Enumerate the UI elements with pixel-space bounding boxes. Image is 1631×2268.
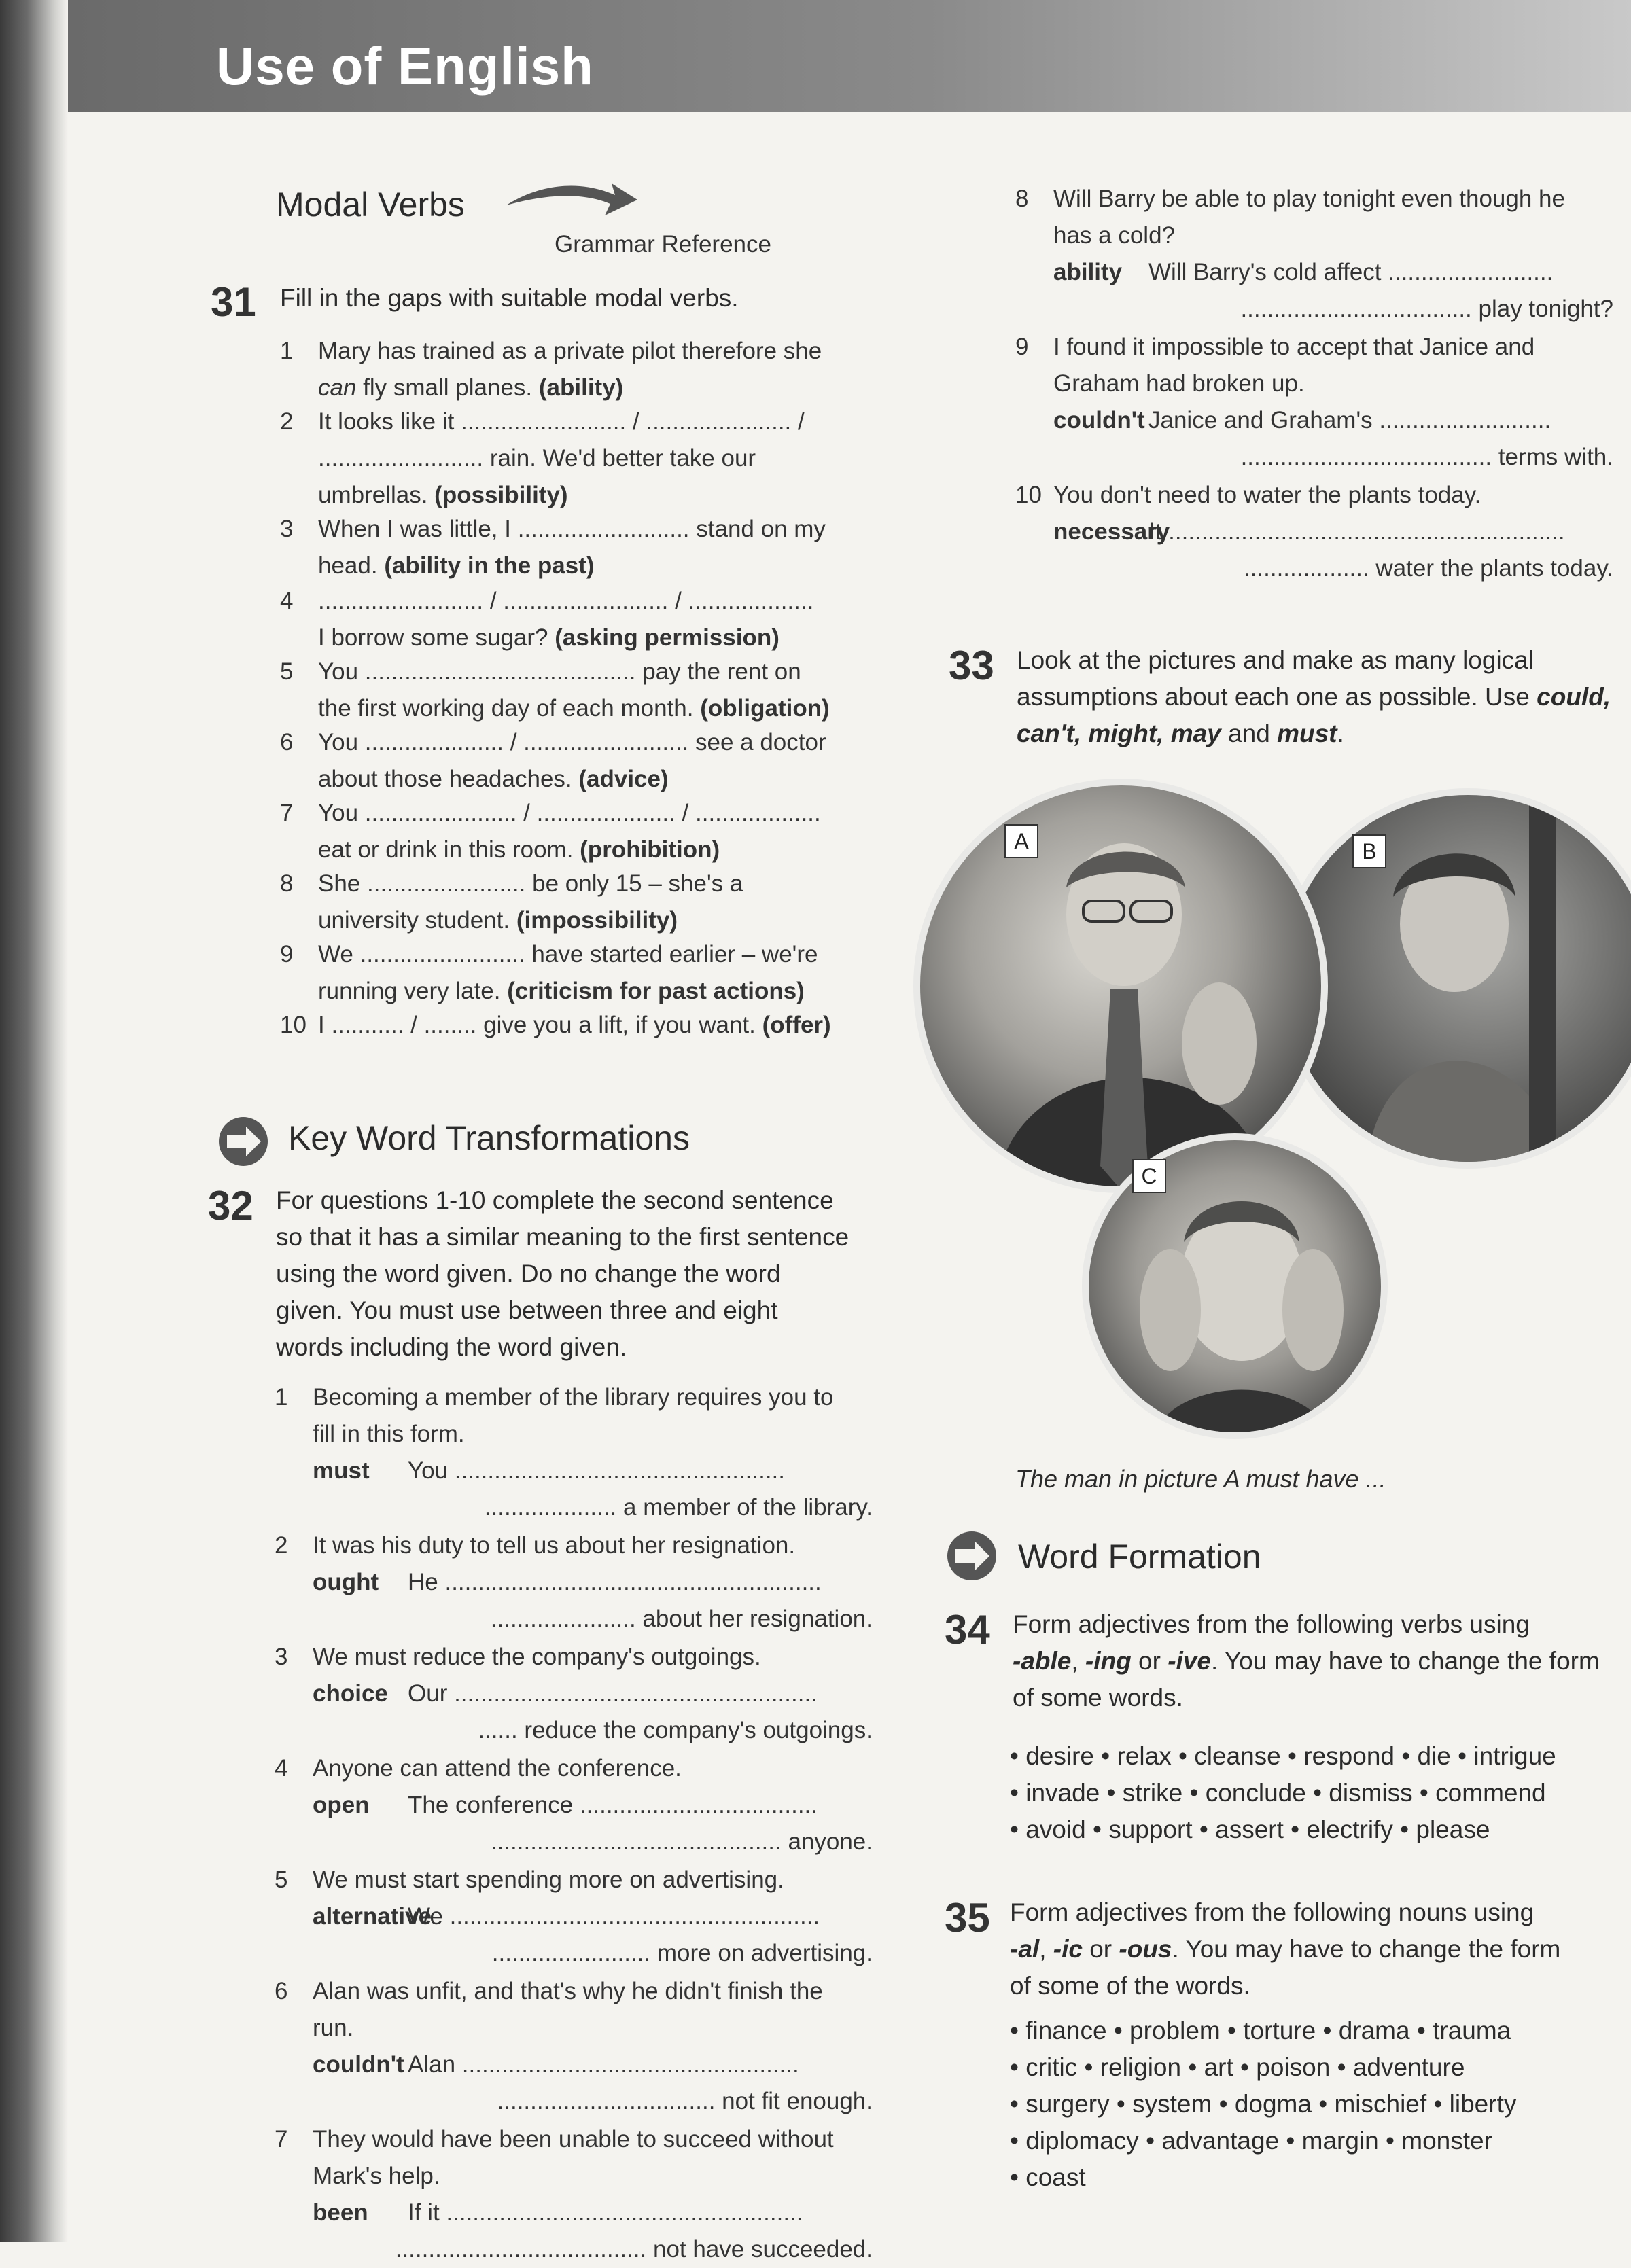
instruction-line: of some of the words. — [1010, 1972, 1250, 2000]
item-line: You ......................................... pay the rent on — [318, 658, 801, 685]
item-hint: (impossibility) — [516, 907, 678, 934]
item-number: 7 — [275, 2126, 288, 2152]
item-line: Mary has trained as a private pilot therefore she — [318, 338, 822, 364]
item-text — [318, 724, 879, 798]
word-formation-arrow-icon — [945, 1529, 999, 1583]
answer-line: ................................... play tonight? — [1240, 296, 1613, 322]
answer-line: You .................................................. — [408, 1457, 785, 1484]
picture-b — [1278, 788, 1631, 1169]
answer-line: ...... reduce the company's outgoings. — [478, 1717, 873, 1743]
item-text — [318, 404, 879, 514]
source-sentence-line: Anyone can attend the conference. — [313, 1755, 682, 1782]
source-sentence-line: You don't need to water the plants today. — [1053, 482, 1481, 508]
source-sentence-line: Alan was unfit, and that's why he didn't finish the — [313, 1978, 823, 2004]
instruction-line: -al, -ic or -ous. You may have to change the form — [1010, 1935, 1561, 1963]
item-hint: (obligation) — [700, 695, 830, 722]
source-sentence-line: We must reduce the company's outgoings. — [313, 1644, 761, 1670]
item-number: 2 — [280, 408, 294, 435]
item-text — [318, 583, 879, 656]
source-sentence-line: Will Barry be able to play tonight even though he — [1053, 185, 1565, 212]
key-word-arrow-icon — [216, 1114, 270, 1169]
item-number: 3 — [275, 1644, 288, 1670]
word-formation-title: Word Formation — [1018, 1538, 1261, 1576]
answer-line: Alan ................................................... — [408, 2051, 799, 2078]
instruction-line: of some words. — [1013, 1684, 1183, 1712]
source-sentence-line: run. — [313, 2015, 354, 2041]
item-text — [318, 1007, 879, 1044]
item-line: You ..................... / ......................... see a doctor — [318, 729, 826, 756]
item-number: 6 — [275, 1978, 288, 2004]
item-line: can fly small planes. (ability) — [318, 374, 624, 401]
item-number: 10 — [1015, 482, 1042, 508]
item-line: We ......................... have started earlier – we're — [318, 941, 818, 968]
exercise-34-word-list — [1010, 1738, 1556, 1848]
grammar-reference-label: Grammar Reference — [555, 231, 771, 258]
answer-line: He ......................................................... — [408, 1569, 822, 1595]
answer-line: Our ....................................................... — [408, 1680, 818, 1707]
instruction-line: so that it has a similar meaning to the first sentence — [276, 1223, 849, 1251]
exercise-34-instruction — [1013, 1606, 1624, 1716]
source-sentence-line: Becoming a member of the library requires you to — [313, 1384, 834, 1411]
instruction-line: Form adjectives from the following verbs using — [1013, 1610, 1530, 1638]
item-line: eat or drink in this room. (prohibition) — [318, 836, 720, 863]
item-hint: (offer) — [762, 1012, 831, 1038]
picture-a-label: A — [1004, 824, 1038, 858]
item-number: 4 — [275, 1755, 288, 1782]
instruction-line: can't, might, may and must. — [1017, 720, 1344, 747]
answer-line: ................... water the plants today. — [1243, 555, 1613, 582]
item-hint: (prohibition) — [580, 836, 720, 863]
source-sentence-line: has a cold? — [1053, 222, 1176, 249]
answer-line: .................... a member of the library. — [484, 1494, 873, 1521]
item-line: about those headaches. (advice) — [318, 766, 669, 792]
word-list-line: • diplomacy • advantage • margin • monster — [1010, 2127, 1492, 2155]
exercise-33-instruction — [1017, 642, 1615, 752]
answer-line: Janice and Graham's .......................... — [1148, 407, 1551, 433]
item-line: She ........................ be only 15 – she's a — [318, 870, 743, 897]
answer-line: ............................................ anyone. — [490, 1828, 873, 1855]
item-hint: (ability) — [538, 374, 624, 401]
item-number: 1 — [280, 338, 294, 364]
key-word: must — [313, 1457, 370, 1484]
item-text — [318, 866, 879, 939]
item-line: I borrow some sugar? (asking permission) — [318, 624, 779, 651]
instruction-line: given. You must use between three and eight — [276, 1296, 778, 1324]
answer-line: It ............................................................ — [1148, 518, 1565, 545]
grammar-reference-arrow-icon — [503, 178, 639, 226]
page-title: Use of English — [216, 36, 594, 96]
answer-line: If it ...................................................... — [408, 2199, 803, 2226]
item-number: 6 — [280, 729, 294, 756]
word-list-line: • invade • strike • conclude • dismiss • commend — [1010, 1779, 1546, 1807]
item-text — [318, 511, 879, 584]
key-word: couldn't — [313, 2051, 404, 2078]
key-word: been — [313, 2199, 368, 2226]
item-line: head. (ability in the past) — [318, 552, 595, 579]
word-list-line: • coast — [1010, 2163, 1086, 2191]
instruction-line: For questions 1-10 complete the second sentence — [276, 1186, 834, 1214]
item-line: When I was little, I .......................... stand on my — [318, 516, 826, 542]
item-hint: (ability in the past) — [384, 552, 595, 579]
instruction-line: Form adjectives from the following nouns using — [1010, 1898, 1534, 1926]
item-line: It looks like it ......................... / ...................... / — [318, 408, 805, 435]
answer-line: The conference .................................... — [408, 1792, 818, 1818]
picture-b-woman-illustration — [1284, 795, 1631, 1169]
answer-line: We ........................................................ — [408, 1903, 820, 1930]
source-sentence-line: fill in this form. — [313, 1421, 465, 1447]
picture-a — [913, 779, 1328, 1193]
item-number: 8 — [280, 870, 294, 897]
page-binding-shadow — [0, 0, 68, 2242]
picture-c — [1082, 1133, 1388, 1439]
item-number: 8 — [1015, 185, 1029, 212]
exercise-31-instruction: Fill in the gaps with suitable modal verbs. — [280, 284, 739, 312]
item-number: 5 — [280, 658, 294, 685]
word-list-line: • critic • religion • art • poison • adventure — [1010, 2053, 1465, 2081]
exercise-32-number: 32 — [208, 1183, 253, 1228]
answer-line: ................................. not fit enough. — [497, 2088, 873, 2114]
instruction-line: assumptions about each one as possible. Use could, — [1017, 683, 1611, 711]
item-line: I ........... / ........ give you a lift, if you want. (offer) — [318, 1012, 831, 1038]
word-list-line: • surgery • system • dogma • mischief • liberty — [1010, 2090, 1517, 2118]
instruction-line: using the word given. Do no change the word — [276, 1260, 781, 1288]
item-line: university student. (impossibility) — [318, 907, 678, 934]
item-line: ......................... / ......................... / ................... — [318, 588, 814, 614]
item-hint: (criticism for past actions) — [507, 978, 805, 1004]
source-sentence-line: It was his duty to tell us about her resignation. — [313, 1532, 796, 1559]
answer-line: ...................................... not have succeeded. — [395, 2236, 873, 2263]
picture-b-label: B — [1352, 834, 1386, 868]
key-word: necessary — [1053, 518, 1170, 545]
item-line: the first working day of each month. (obligation) — [318, 695, 830, 722]
word-list-line: • desire • relax • cleanse • respond • die • intrigue — [1010, 1742, 1556, 1770]
item-line: running very late. (criticism for past actions) — [318, 978, 805, 1004]
word-list-line: • finance • problem • torture • drama • trauma — [1010, 2017, 1511, 2044]
item-number: 9 — [280, 941, 294, 968]
exercise-34-number: 34 — [945, 1607, 990, 1652]
instruction-line: words including the word given. — [276, 1333, 627, 1361]
exercise-35-word-list — [1010, 2013, 1516, 2196]
item-hint: (asking permission) — [555, 624, 779, 651]
item-hint: (advice) — [578, 766, 669, 792]
item-number: 7 — [280, 800, 294, 826]
instruction-line: -able, -ing or -ive. You may have to change the form — [1013, 1647, 1600, 1675]
item-line: You ....................... / ..................... / ................... — [318, 800, 821, 826]
exercise-31-number: 31 — [211, 279, 256, 325]
answer-line: Will Barry's cold affect ......................... — [1148, 259, 1554, 285]
item-text — [318, 654, 879, 727]
modal-verbs-title: Modal Verbs — [276, 185, 465, 224]
key-word: open — [313, 1792, 370, 1818]
source-sentence-line: Graham had broken up. — [1053, 370, 1305, 397]
answer-line: ...................... about her resignation. — [490, 1606, 873, 1632]
item-text — [318, 795, 879, 868]
exercise-32-instruction — [276, 1182, 888, 1366]
item-number: 1 — [275, 1384, 288, 1411]
item-number: 4 — [280, 588, 294, 614]
item-text — [318, 936, 879, 1010]
item-number: 2 — [275, 1532, 288, 1559]
item-number: 10 — [280, 1012, 306, 1038]
source-sentence-line: Mark's help. — [313, 2163, 440, 2189]
exercise-33-number: 33 — [949, 643, 994, 688]
item-number: 5 — [275, 1866, 288, 1893]
key-word: couldn't — [1053, 407, 1145, 433]
picture-caption: The man in picture A must have ... — [1015, 1465, 1386, 1493]
key-word-transformations-title: Key Word Transformations — [288, 1119, 690, 1157]
item-line: ......................... rain. We'd better take our — [318, 445, 756, 472]
source-sentence-line: They would have been unable to succeed without — [313, 2126, 834, 2152]
exercise-35-instruction — [1010, 1894, 1621, 2004]
key-word: choice — [313, 1680, 388, 1707]
exercise-35-number: 35 — [945, 1895, 990, 1941]
word-list-line: • avoid • support • assert • electrify • please — [1010, 1815, 1490, 1843]
instruction-line: Look at the pictures and make as many logical — [1017, 646, 1534, 674]
item-line: umbrellas. (possibility) — [318, 482, 568, 508]
answer-line: ........................ more on advertising. — [491, 1940, 873, 1966]
item-number: 3 — [280, 516, 294, 542]
item-number: 9 — [1015, 334, 1029, 360]
source-sentence-line: We must start spending more on advertising. — [313, 1866, 784, 1893]
picture-c-label: C — [1132, 1159, 1166, 1193]
item-example-word: can — [318, 374, 357, 401]
item-hint: (possibility) — [434, 482, 568, 508]
source-sentence-line: I found it impossible to accept that Janice and — [1053, 334, 1535, 360]
picture-a-man-clapping-illustration — [920, 785, 1328, 1193]
key-word: ability — [1053, 259, 1123, 285]
item-text — [318, 333, 879, 406]
key-word: alternative — [313, 1903, 432, 1930]
answer-line: ...................................... terms with. — [1240, 444, 1613, 470]
key-word: ought — [313, 1569, 379, 1595]
